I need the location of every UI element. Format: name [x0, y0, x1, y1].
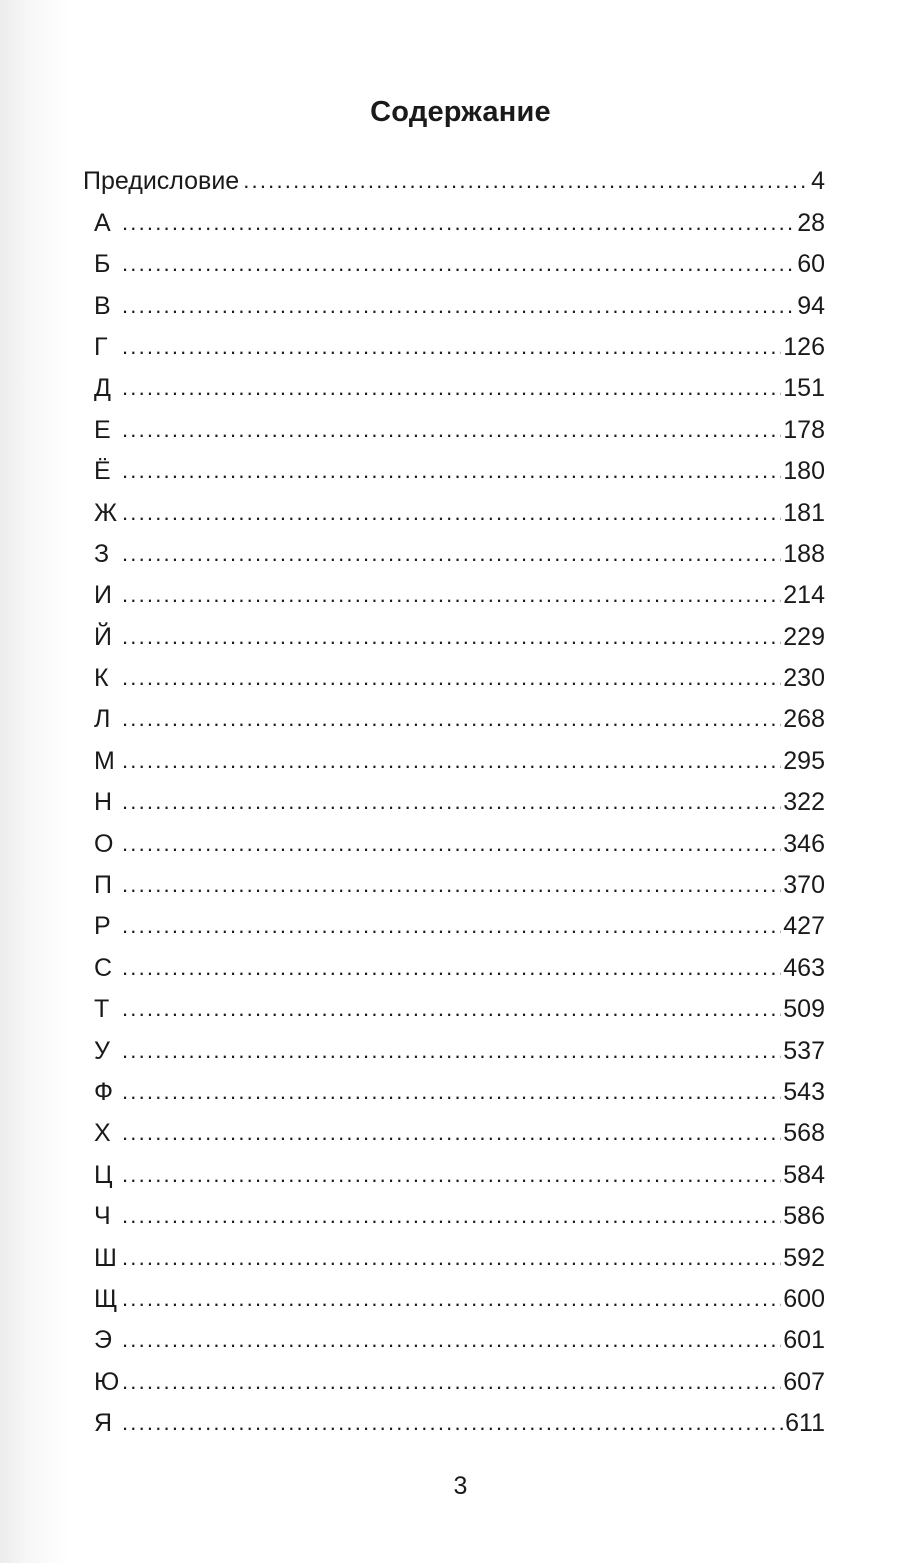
- dot-leader: [122, 456, 781, 486]
- toc-entry-page: 4: [811, 167, 825, 196]
- toc-entry-letter: [83, 362, 825, 403]
- dot-leader: [122, 1201, 781, 1231]
- dot-leader: [122, 704, 781, 734]
- toc-entry-page: 584: [783, 1160, 825, 1189]
- toc-entry-letter: [83, 528, 825, 569]
- toc-entry-letter: [83, 1273, 825, 1314]
- dot-leader: [122, 291, 795, 321]
- toc-entry-page: 427: [783, 912, 825, 941]
- toc-entry-page: 230: [783, 664, 825, 693]
- dot-leader: [122, 911, 781, 941]
- toc-entry-page: 568: [783, 1119, 825, 1148]
- toc-entry-page: 181: [783, 498, 825, 527]
- toc-entry-label: В: [94, 291, 111, 320]
- dot-leader: [243, 166, 809, 196]
- dot-leader: [122, 953, 781, 983]
- toc-entry-label: Г: [94, 332, 108, 361]
- toc-entry-page: 188: [783, 539, 825, 568]
- toc-entry-label: Ё: [94, 457, 111, 486]
- toc-entry-page: 229: [783, 622, 825, 651]
- toc-entry-letter: [83, 445, 825, 486]
- toc-entry-label: З: [94, 539, 110, 568]
- toc-entry-letter: [83, 1355, 825, 1396]
- toc-entry-letter: [83, 1107, 825, 1148]
- toc-entry-page: 214: [783, 581, 825, 610]
- dot-leader: [122, 580, 781, 610]
- toc-entry-label: К: [94, 664, 109, 693]
- toc-entry-letter: [83, 941, 825, 982]
- toc-entry-letter: [83, 817, 825, 858]
- toc-entry-letter: [83, 569, 825, 610]
- dot-leader: [122, 746, 781, 776]
- toc-entry-label: У: [94, 1036, 110, 1065]
- toc-entry-label: Щ: [94, 1284, 118, 1313]
- dot-leader: [122, 663, 781, 693]
- toc-entry-label: Ш: [94, 1243, 117, 1272]
- dot-leader: [122, 1077, 781, 1107]
- table-of-contents: [83, 155, 825, 1438]
- toc-entry-page: 370: [783, 871, 825, 900]
- dot-leader: [122, 1284, 781, 1314]
- dot-leader: [122, 1367, 781, 1397]
- toc-entry-letter: [83, 859, 825, 900]
- dot-leader: [122, 1036, 781, 1066]
- toc-entry-label: П: [94, 871, 112, 900]
- toc-entry-page: 592: [783, 1243, 825, 1272]
- toc-entry-letter: [83, 1148, 825, 1189]
- toc-entry-label: Н: [94, 788, 113, 817]
- toc-entry-label: Я: [94, 1409, 113, 1438]
- dot-leader: [122, 1408, 783, 1438]
- toc-entry-preface: [83, 155, 825, 196]
- toc-entry-label: Д: [94, 374, 111, 403]
- dot-leader: [122, 373, 781, 403]
- toc-entry-label: Й: [94, 622, 112, 651]
- toc-entry-page: 322: [783, 788, 825, 817]
- toc-entry-label: Ф: [94, 1077, 114, 1106]
- dot-leader: [122, 787, 781, 817]
- toc-entry-letter: [83, 1190, 825, 1231]
- toc-entry-page: 94: [797, 291, 825, 320]
- dot-leader: [122, 870, 781, 900]
- toc-entry-letter: [83, 1066, 825, 1107]
- dot-leader: [122, 415, 781, 445]
- toc-entry-label: И: [94, 581, 112, 610]
- toc-entry-label: М: [94, 746, 115, 775]
- toc-entry-letter: [83, 1024, 825, 1065]
- toc-entry-page: 180: [783, 457, 825, 486]
- toc-entry-page: 509: [783, 995, 825, 1024]
- dot-leader: [122, 1325, 781, 1355]
- dot-leader: [122, 498, 781, 528]
- dot-leader: [122, 1243, 781, 1273]
- toc-entry-label: Б: [94, 250, 111, 279]
- toc-entry-page: 586: [783, 1202, 825, 1231]
- toc-entry-page: 543: [783, 1077, 825, 1106]
- toc-entry-label: Ч: [94, 1202, 111, 1231]
- toc-entry-page: 537: [783, 1036, 825, 1065]
- dot-leader: [122, 1118, 781, 1148]
- toc-entry-letter: [83, 1231, 825, 1272]
- dot-leader: [122, 208, 795, 238]
- toc-entry-letter: [83, 983, 825, 1024]
- toc-entry-letter: [83, 900, 825, 941]
- toc-entry-page: 346: [783, 829, 825, 858]
- toc-entry-label: Э: [94, 1326, 112, 1355]
- toc-entry-letter: [83, 279, 825, 320]
- toc-entry-letter: [83, 652, 825, 693]
- toc-entry-letter: [83, 1397, 825, 1438]
- toc-entry-page: 126: [783, 332, 825, 361]
- toc-entry-label: Предисловие: [83, 167, 240, 196]
- dot-leader: [122, 1160, 781, 1190]
- toc-entry-page: 295: [783, 746, 825, 775]
- toc-entry-label: Ю: [94, 1367, 120, 1396]
- toc-entry-page: 178: [783, 415, 825, 444]
- toc-entry-label: А: [94, 208, 111, 237]
- page-title: Содержание: [370, 96, 551, 128]
- toc-entry-page: 600: [783, 1284, 825, 1313]
- dot-leader: [122, 994, 781, 1024]
- toc-entry-label: Т: [94, 995, 110, 1024]
- toc-entry-label: Ж: [94, 498, 118, 527]
- dot-leader: [122, 622, 781, 652]
- toc-entry-letter: [83, 196, 825, 237]
- toc-entry-label: Х: [94, 1119, 111, 1148]
- toc-entry-letter: [83, 486, 825, 527]
- toc-entry-page: 28: [797, 208, 825, 237]
- toc-entry-letter: [83, 610, 825, 651]
- dot-leader: [122, 539, 781, 569]
- toc-entry-letter: [83, 403, 825, 444]
- page-number: 3: [453, 1472, 468, 1500]
- toc-entry-label: Ц: [94, 1160, 113, 1189]
- toc-entry-letter: [83, 1314, 825, 1355]
- toc-entry-letter: [83, 776, 825, 817]
- toc-entry-label: О: [94, 829, 114, 858]
- toc-entry-page: 151: [783, 374, 825, 403]
- toc-entry-page: 601: [783, 1326, 825, 1355]
- toc-entry-label: С: [94, 953, 113, 982]
- toc-entry-letter: [83, 734, 825, 775]
- toc-entry-letter: [83, 238, 825, 279]
- toc-entry-label: Л: [94, 705, 111, 734]
- toc-entry-label: Р: [94, 912, 111, 941]
- dot-leader: [122, 829, 781, 859]
- toc-entry-page: 268: [783, 705, 825, 734]
- toc-entry-page: 611: [785, 1409, 825, 1438]
- dot-leader: [122, 332, 781, 362]
- toc-entry-page: 463: [783, 953, 825, 982]
- dot-leader: [122, 249, 795, 279]
- toc-entry-page: 607: [783, 1367, 825, 1396]
- toc-entry-page: 60: [797, 250, 825, 279]
- toc-entry-letter: [83, 321, 825, 362]
- toc-entry-letter: [83, 693, 825, 734]
- toc-entry-label: Е: [94, 415, 111, 444]
